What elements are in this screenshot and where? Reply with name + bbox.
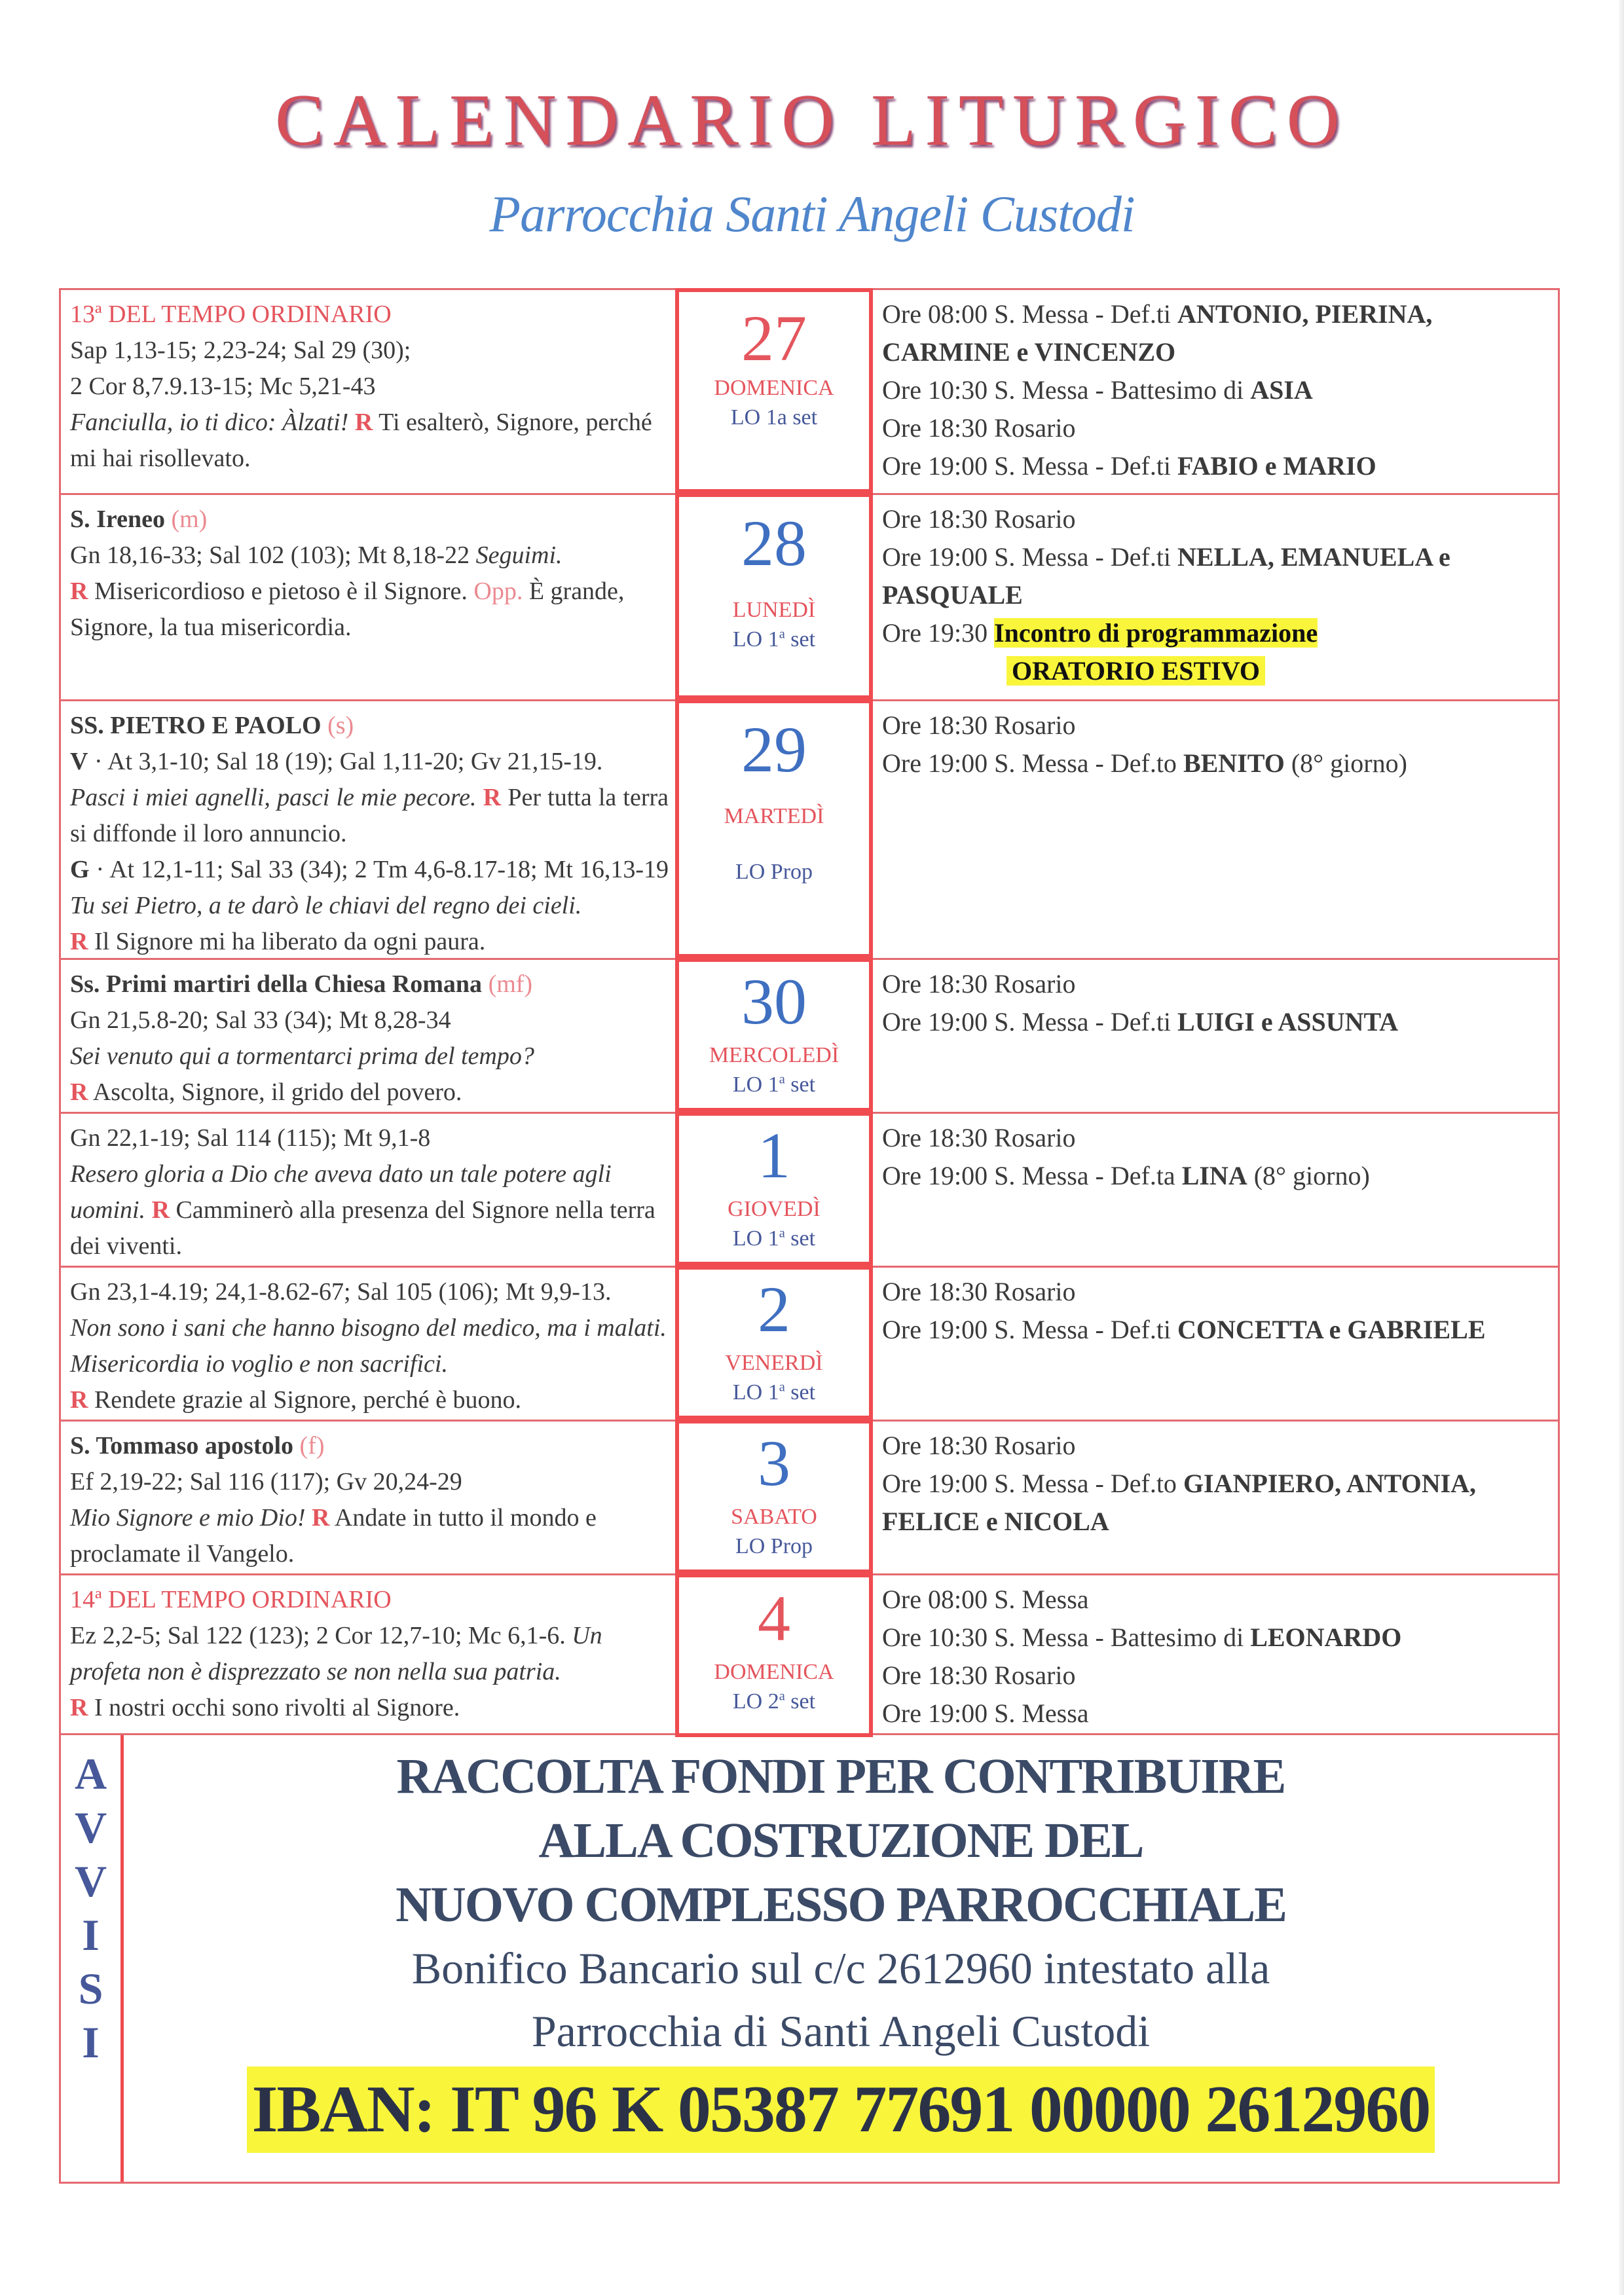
- date-cell: [675, 1573, 873, 1737]
- event-item: [882, 447, 1551, 485]
- lo-suffix: set: [784, 1226, 816, 1251]
- avvisi-label: [61, 1735, 124, 2182]
- liturgy-cell: [61, 1422, 676, 1573]
- alt-marker: Opp.: [473, 578, 523, 605]
- day-number: 27: [741, 302, 807, 375]
- event-time: Ore 18:30: [882, 504, 988, 534]
- date-cell: [675, 1266, 873, 1420]
- event-item: [882, 965, 1551, 1003]
- response: Misericordioso e pietoso è il Signore.: [94, 578, 468, 605]
- weekday: VENERDÌ: [725, 1351, 823, 1375]
- event-item: [882, 500, 1551, 538]
- lo-prefix: LO 1: [732, 627, 779, 652]
- event-time: Ore 19:00: [882, 542, 988, 572]
- day-row-29: [61, 699, 1558, 958]
- announcement-content: [124, 1735, 1558, 2191]
- avvisi-letter: I: [82, 2017, 100, 2067]
- event-item: [882, 1427, 1551, 1465]
- event-text: S. Messa: [994, 451, 1089, 481]
- event-dash: -: [1095, 1007, 1104, 1037]
- event-item: [882, 538, 1551, 614]
- vigil-antiphon: Pasci i miei agnelli, pasci le mie pecore.: [70, 784, 477, 811]
- event-text: S. Messa: [994, 375, 1089, 405]
- weekday: LUNEDÌ: [732, 598, 816, 622]
- readings: Gn 23,1-4.19; 24,1-8.62-67; Sal 105 (106); Mt 9,9-13.: [70, 1278, 612, 1306]
- response-marker: R: [70, 578, 88, 605]
- lo-prefix: LO 1: [732, 1226, 779, 1251]
- response-marker: R: [483, 784, 502, 811]
- response-marker: R: [70, 1694, 88, 1721]
- event-dash: -: [1095, 1161, 1104, 1190]
- bullet: ·: [94, 748, 103, 775]
- event-detail: Battesimo di: [1110, 1623, 1244, 1652]
- day-row-2: [61, 1266, 1558, 1420]
- weekday: DOMENICA: [714, 376, 834, 400]
- liturgy-cell: [61, 1268, 676, 1420]
- day-number: 29: [741, 713, 807, 786]
- event-detail: Def.ti: [1110, 1007, 1172, 1037]
- event-time: Ore 19:00: [882, 748, 988, 778]
- response: Camminerò alla presenza del Signore nella terra dei viventi.: [70, 1196, 655, 1260]
- event-time: Ore 08:00: [882, 1585, 988, 1614]
- avvisi-letter: V: [74, 1856, 107, 1906]
- liturgy-rank: (mf): [488, 970, 533, 998]
- liturgy-cell: [61, 701, 676, 958]
- events-cell: [873, 960, 1558, 1112]
- liturgy-heading: S. Ireneo: [70, 505, 165, 533]
- event-text: S. Messa: [994, 748, 1089, 778]
- day-antiphon: Tu sei Pietro, a te darò le chiavi del regno dei cieli.: [70, 892, 582, 919]
- event-text: S. Messa: [994, 542, 1089, 572]
- liturgy-of-hours: [679, 624, 869, 655]
- response-marker: R: [354, 409, 373, 436]
- event-text: S. Messa: [994, 1007, 1089, 1037]
- avvisi-letter: A: [74, 1749, 107, 1799]
- weekday: SABATO: [731, 1505, 817, 1529]
- event-item: [882, 1695, 1551, 1733]
- event-detail: Def.ti: [1110, 542, 1172, 572]
- event-time: Ore 10:30: [882, 1623, 988, 1652]
- events-cell: [873, 290, 1558, 493]
- event-text: S. Messa: [994, 1623, 1089, 1652]
- avvisi-letter: S: [78, 1964, 103, 2013]
- day-row-4: [61, 1573, 1558, 1737]
- events-cell: [873, 1268, 1558, 1420]
- antiphon: Seguimi.: [475, 542, 563, 569]
- vigil-marker: V: [70, 748, 88, 775]
- event-time: Ore 19:00: [882, 1315, 988, 1344]
- event-text: S. Messa: [994, 1469, 1089, 1498]
- announcement-headline: RACCOLTA FONDI PER CONTRIBUIRE: [396, 1749, 1285, 1804]
- date-cell: [675, 288, 873, 493]
- event-names: LINA: [1181, 1161, 1247, 1190]
- liturgy-rank: (m): [171, 505, 208, 533]
- day-number: 3: [758, 1427, 790, 1499]
- day-marker: G: [70, 856, 90, 883]
- event-text: Rosario: [994, 1661, 1076, 1690]
- event-dash: -: [1095, 451, 1104, 481]
- weekday: MERCOLEDÌ: [709, 1043, 840, 1067]
- events-cell: [873, 701, 1558, 958]
- event-detail: Def.ta: [1110, 1161, 1175, 1190]
- antiphon: Sei venuto qui a tormentarci prima del tempo?: [70, 1042, 534, 1070]
- event-names: LEONARDO: [1250, 1623, 1402, 1652]
- event-text: Rosario: [994, 413, 1076, 443]
- liturgy-rank: (f): [299, 1432, 325, 1460]
- antiphon: Mio Signore e mio Dio!: [70, 1504, 306, 1532]
- event-text: S. Messa: [994, 1161, 1089, 1190]
- event-time: Ore 18:30: [882, 1431, 988, 1460]
- event-item: [882, 371, 1551, 409]
- event-detail: Def.to: [1110, 1469, 1177, 1498]
- day-response: Il Signore mi ha liberato da ogni paura.: [94, 928, 486, 955]
- lo-suffix: set: [784, 1689, 816, 1714]
- event-text: S. Messa: [994, 299, 1089, 329]
- antiphon: Fanciulla, io ti dico: Àlzati!: [70, 409, 349, 436]
- event-time: Ore 10:30: [882, 375, 988, 405]
- event-names: LUIGI e ASSUNTA: [1177, 1007, 1399, 1037]
- antiphon: Resero gloria a Dio che aveva dato un tale potere agli uomini.: [70, 1160, 612, 1224]
- liturgy-cell: [61, 290, 676, 493]
- events-cell: [873, 1575, 1558, 1737]
- event-item: [882, 1465, 1551, 1541]
- alt-response: È grande, Signore, la tua misericordia.: [70, 578, 625, 641]
- date-cell: [675, 1112, 873, 1266]
- readings: Sap 1,13-15; 2,23-24; Sal 29 (30);: [70, 337, 411, 364]
- event-text: Rosario: [994, 504, 1076, 534]
- liturgy-heading: SS. PIETRO E PAOLO: [70, 712, 322, 739]
- event-dash: -: [1095, 375, 1104, 405]
- event-text: S. Messa: [994, 1585, 1089, 1614]
- lo-suffix: set: [784, 1380, 816, 1405]
- liturgy-heading: 14ª DEL TEMPO ORDINARIO: [70, 1586, 392, 1613]
- scan-edge-shadow: [1617, 0, 1624, 2295]
- liturgy-of-hours: LO 1a set: [730, 405, 818, 430]
- event-text: Rosario: [994, 1277, 1076, 1306]
- readings: Gn 22,1-19; Sal 114 (115); Mt 9,1-8: [70, 1124, 431, 1152]
- event-time: Ore 18:30: [882, 1661, 988, 1690]
- event-time: Ore 18:30: [882, 1277, 988, 1306]
- events-cell: [873, 495, 1558, 699]
- event-text: Rosario: [994, 1431, 1076, 1460]
- response-marker: R: [312, 1504, 330, 1532]
- event-dash: -: [1095, 1315, 1104, 1344]
- event-time: Ore 19:00: [882, 1698, 988, 1728]
- event-text: Rosario: [994, 710, 1076, 740]
- readings: Ez 2,2-5; Sal 122 (123); 2 Cor 12,7-10; Mc 6,1-6.: [70, 1622, 566, 1649]
- event-item: [882, 744, 1551, 782]
- response-marker: R: [151, 1196, 170, 1224]
- liturgy-cell: [61, 1575, 676, 1737]
- parish-subtitle: Parrocchia Santi Angeli Custodi: [489, 185, 1135, 242]
- weekday: GIOVEDÌ: [728, 1197, 821, 1221]
- liturgy-cell: [61, 495, 676, 699]
- vigil-response: Per tutta la terra si diffonde il loro annuncio.: [70, 784, 669, 847]
- date-cell: [675, 958, 873, 1112]
- events-cell: [873, 1422, 1558, 1573]
- event-text: S. Messa: [994, 1698, 1089, 1728]
- response: Ascolta, Signore, il grido del povero.: [92, 1078, 462, 1106]
- day-row-3: [61, 1420, 1558, 1573]
- date-cell: [675, 493, 873, 699]
- event-item: [882, 1003, 1551, 1041]
- lo-sup: a: [779, 1226, 785, 1241]
- event-highlight: Incontro di programmazione: [994, 618, 1318, 648]
- lo-prefix: LO 1: [732, 1380, 779, 1405]
- day-row-27: [61, 290, 1558, 493]
- event-item: [882, 1657, 1551, 1695]
- announcement-body: Bonifico Bancario sul c/c 2612960 intestato alla: [411, 1943, 1270, 1993]
- date-cell: [675, 1420, 873, 1573]
- liturgy-heading: 13ª DEL TEMPO ORDINARIO: [70, 301, 392, 328]
- event-time: Ore 18:30: [882, 969, 988, 999]
- bullet: ·: [96, 856, 105, 883]
- response-marker: R: [70, 1386, 88, 1414]
- event-dash: -: [1095, 748, 1104, 778]
- event-item: [882, 1619, 1551, 1657]
- calendar-table: [59, 288, 1560, 1735]
- liturgy-heading: S. Tommaso apostolo: [70, 1432, 294, 1460]
- readings: Gn 21,5.8-20; Sal 33 (34); Mt 8,28-34: [70, 1006, 451, 1034]
- lo-sup: a: [779, 1380, 785, 1395]
- event-time: Ore 19:00: [882, 451, 988, 481]
- lo-sup: a: [779, 627, 785, 642]
- announcement-headline: ALLA COSTRUZIONE DEL: [538, 1813, 1143, 1868]
- response-marker: R: [70, 1078, 88, 1106]
- response: I nostri occhi sono rivolti al Signore.: [94, 1694, 460, 1721]
- liturgy-of-hours: LO Prop: [735, 1534, 813, 1558]
- event-text: Rosario: [994, 969, 1076, 999]
- event-names: BENITO: [1183, 748, 1285, 778]
- event-names: FABIO e MARIO: [1177, 451, 1376, 481]
- lo-sup: a: [779, 1072, 785, 1087]
- liturgy-of-hours: [679, 1069, 869, 1101]
- liturgy-of-hours: LO Prop: [735, 860, 813, 884]
- event-time: Ore 19:00: [882, 1007, 988, 1037]
- liturgy-of-hours: [679, 1686, 869, 1717]
- day-number: 2: [758, 1273, 790, 1346]
- announcements-box: [59, 1735, 1560, 2184]
- page-title: CALENDARIO LITURGICO: [275, 80, 1349, 161]
- day-readings: At 12,1-11; Sal 33 (34); 2 Tm 4,6-8.17-18; Mt 16,13-19: [109, 856, 669, 883]
- event-detail: Battesimo di: [1110, 375, 1244, 405]
- events-cell: [873, 1114, 1558, 1266]
- event-names: ANTONIO, PIERINA, CARMINE e VINCENZO: [882, 299, 1433, 367]
- event-detail: Def.to: [1110, 748, 1177, 778]
- announcement-headline: NUOVO COMPLESSO PARROCCHIALE: [396, 1877, 1286, 1932]
- weekday: MARTEDÌ: [724, 804, 824, 828]
- lo-suffix: set: [784, 1073, 816, 1097]
- event-item: [882, 409, 1551, 447]
- response: Andate in tutto il mondo e proclamate il Vangelo.: [70, 1504, 597, 1568]
- liturgy-of-hours: [679, 1223, 869, 1255]
- event-dash: -: [1095, 542, 1104, 572]
- event-detail: Def.ti: [1110, 451, 1172, 481]
- event-dash: -: [1095, 1469, 1104, 1498]
- day-number: 30: [741, 965, 807, 1038]
- readings: Ef 2,19-22; Sal 116 (117); Gv 20,24-29: [70, 1468, 462, 1496]
- event-detail: Def.ti: [1110, 1315, 1172, 1344]
- event-text: S. Messa: [994, 1315, 1089, 1344]
- event-time: Ore 18:30: [882, 1123, 988, 1152]
- response: Rendete grazie al Signore, perché è buono.: [94, 1386, 522, 1414]
- event-extra: (8° giorno): [1291, 748, 1407, 778]
- readings: Gn 18,16-33; Sal 102 (103); Mt 8,18-22: [70, 542, 470, 569]
- liturgy-of-hours: [679, 1377, 869, 1408]
- readings: 2 Cor 8,7.9.13-15; Mc 5,21-43: [70, 373, 376, 400]
- event-detail: Def.ti: [1110, 299, 1172, 329]
- lo-prefix: LO 2: [732, 1689, 779, 1714]
- event-dash: -: [1095, 1623, 1104, 1652]
- event-time: Ore 19:00: [882, 1469, 988, 1498]
- event-item: [882, 1157, 1551, 1195]
- event-item: [882, 614, 1551, 690]
- iban-highlight: IBAN: IT 96 K 05387 77691 00000 2612960: [247, 2066, 1435, 2153]
- response: Ti esalterò, Signore, perché mi hai risollevato.: [70, 409, 652, 472]
- avvisi-letter: V: [74, 1803, 107, 1852]
- event-item: [882, 1273, 1551, 1311]
- liturgy-cell: [61, 960, 676, 1112]
- event-time: Ore 18:30: [882, 413, 988, 443]
- event-item: [882, 1311, 1551, 1349]
- event-time: Ore 08:00: [882, 299, 988, 329]
- vigil-readings: At 3,1-10; Sal 18 (19); Gal 1,11-20; Gv 21,15-19.: [107, 748, 603, 775]
- day-row-28: [61, 493, 1558, 699]
- event-item: [882, 1119, 1551, 1157]
- lo-sup: a: [779, 1689, 785, 1704]
- event-text: Rosario: [994, 1123, 1076, 1152]
- avvisi-letter: I: [82, 1910, 100, 1960]
- announcement-body: Parrocchia di Santi Angeli Custodi: [531, 2006, 1151, 2056]
- lo-suffix: set: [784, 627, 816, 652]
- liturgy-rank: (s): [327, 712, 354, 739]
- day-number: 4: [758, 1582, 790, 1655]
- event-time: Ore 19:00: [882, 1161, 988, 1190]
- liturgy-heading: Ss. Primi martiri della Chiesa Romana: [70, 970, 483, 998]
- event-dash: -: [1095, 299, 1104, 329]
- event-item: [882, 1581, 1551, 1619]
- day-number: 1: [758, 1119, 790, 1192]
- day-number: 28: [741, 507, 807, 579]
- day-row-1: [61, 1112, 1558, 1266]
- weekday: DOMENICA: [714, 1660, 834, 1684]
- antiphon: Un profeta non è disprezzato se non nella sua patria.: [70, 1622, 602, 1685]
- event-names: CONCETTA e GABRIELE: [1177, 1315, 1486, 1344]
- event-highlight: ORATORIO ESTIVO: [1006, 656, 1265, 686]
- event-time: Ore 18:30: [882, 710, 988, 740]
- event-item: [882, 295, 1551, 371]
- event-names: GIANPIERO, ANTONIA, FELICE e NICOLA: [882, 1469, 1477, 1536]
- event-names: ASIA: [1250, 375, 1313, 405]
- liturgy-cell: [61, 1114, 676, 1266]
- lo-prefix: LO 1: [732, 1073, 779, 1097]
- day-row-30: [61, 958, 1558, 1112]
- event-time: Ore 19:30: [882, 618, 988, 648]
- event-names: NELLA, EMANUELA e PASQUALE: [882, 542, 1450, 610]
- response-marker: R: [70, 928, 88, 955]
- event-item: [882, 707, 1551, 744]
- date-cell: [675, 699, 873, 958]
- antiphon: Non sono i sani che hanno bisogno del medico, ma i malati. Misericordia io voglio e non sacrifici.: [70, 1314, 667, 1378]
- event-extra: (8° giorno): [1253, 1161, 1370, 1190]
